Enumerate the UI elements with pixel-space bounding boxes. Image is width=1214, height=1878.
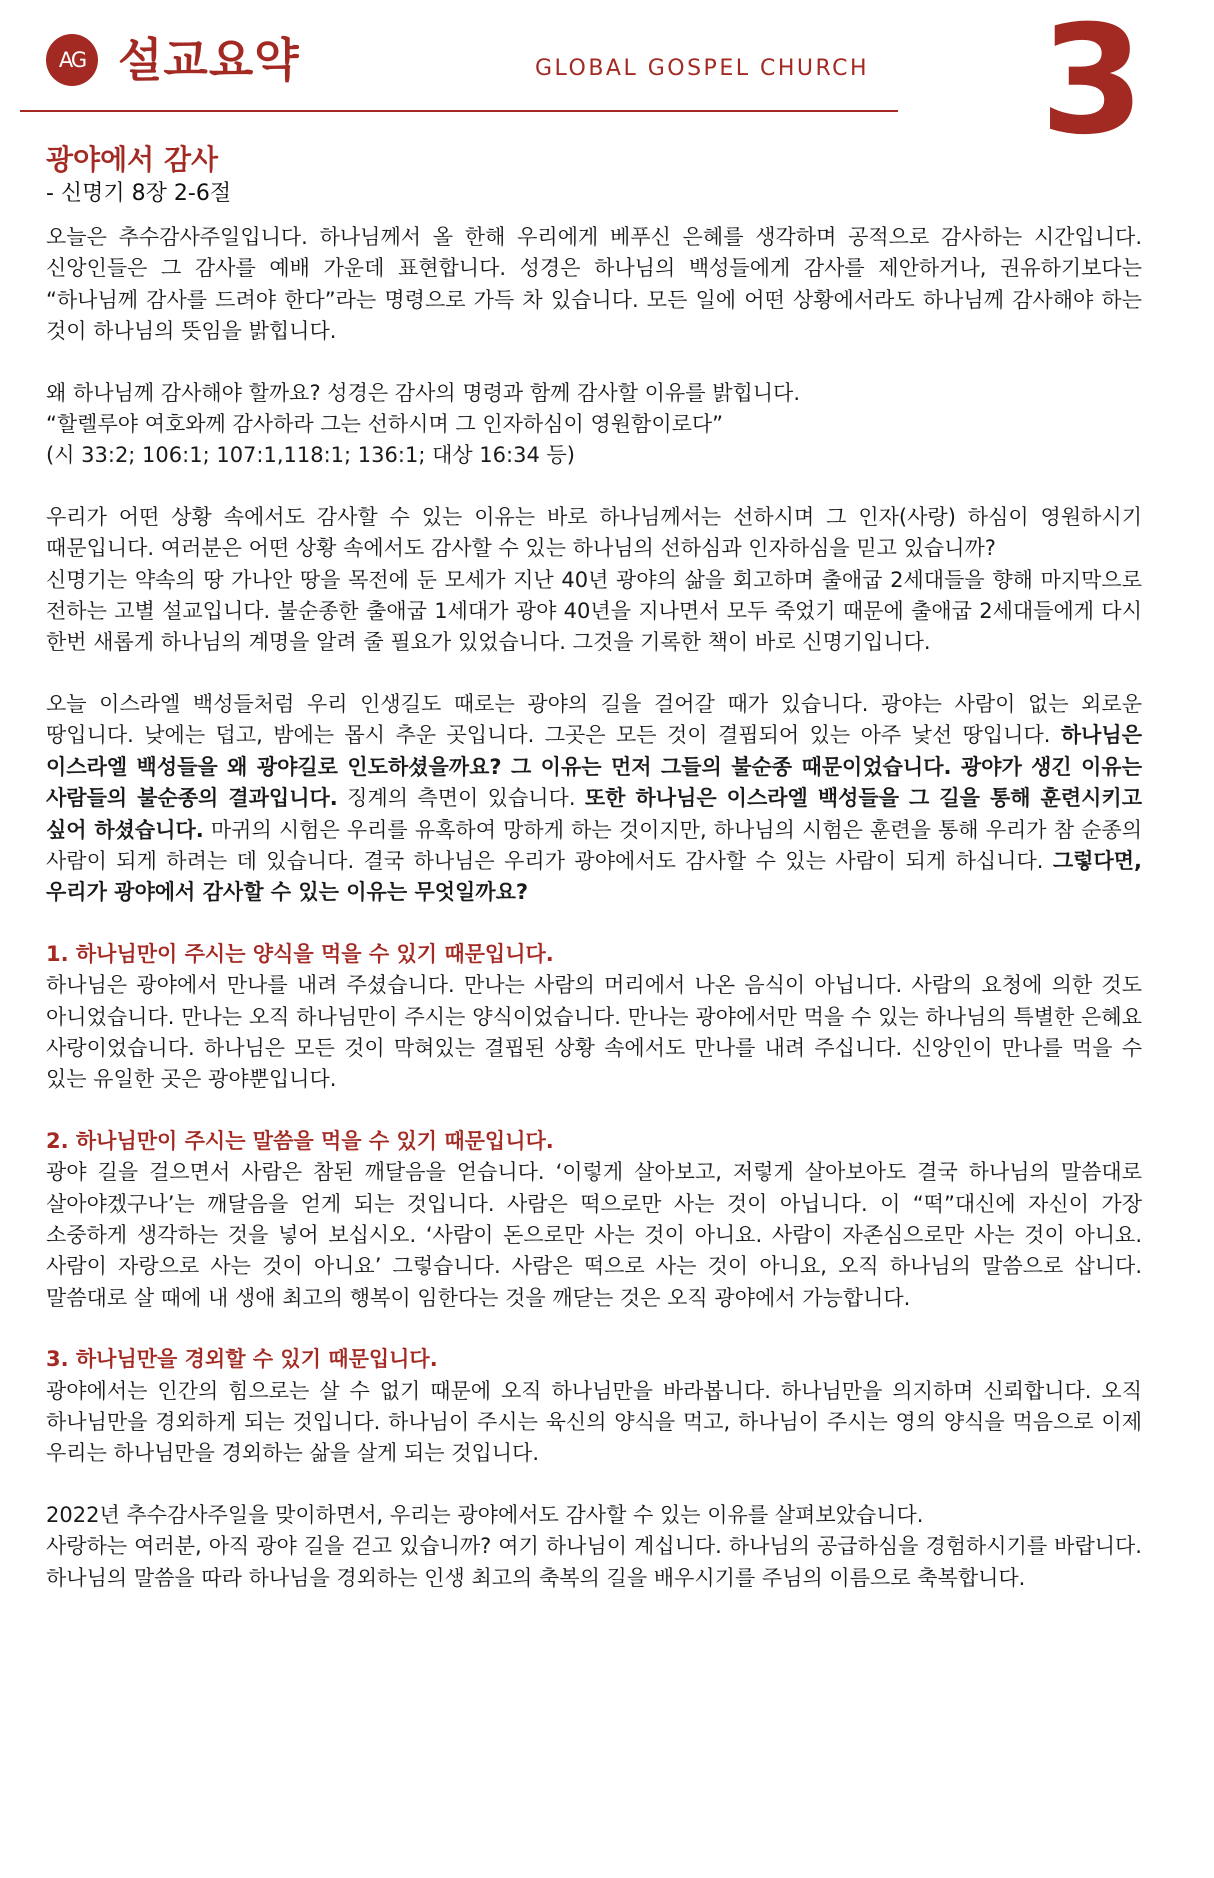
closing-line-2: 사랑하는 여러분, 아직 광야 길을 걷고 있습니까? 여기 하나님이 계십니다. 하나님의 공급하심을 경험하시기를 바랍니다. 하나님의 말씀을 따라 하나님을 경외하는 인생 최고의 축복의 길을 배우시기를 주님의 이름으로 축복합니다.: [46, 1534, 1142, 1590]
section-3-heading: 3. 하나님만을 경외할 수 있기 때문입니다.: [46, 1347, 438, 1372]
header: [0, 0, 1214, 168]
section-2-text: 광야 길을 걸으면서 사람은 참된 깨달음을 얻습니다. ‘이렇게 살아보고, 저렇게 살아보아도 결국 하나님의 말씀대로 살아야겠구나’는 깨달음을 얻게 되는 것입니다. 사람은 떡으로만 사는 것이 아닙니다. 이 “떡”대신에 자신이 가장 소중하게 생각하는 것을 넣어 보십시오. ‘사람이 돈으로만 사는 것이 아니요. 사람이 자존심으로만 사는 것이 아니요. 사람이 자랑으로 사는 것이 아니요’ 그렇습니다. 사람은 떡으로 사는 것이 아니요, 오직 하나님의 말씀으로 삽니다. 말씀대로 살 때에 내 생애 최고의 행복이 임한다는 것을 깨닫는 것은 오직 광야에서 가능합니다.: [46, 1160, 1142, 1310]
deuteronomy-text: 신명기는 약속의 땅 가나안 땅을 목전에 둔 모세가 지난 40년 광야의 삶을 회고하며 출애굽 2세대들을 향해 마지막으로 전하는 고별 설교입니다. 불순종한 출애굽 1세대가 광야 40년을 지나면서 모두 죽었기 때문에 출애굽 2세대들에게 다시 한번 새롭게 하나님의 계명을 알려 줄 필요가 있었습니다. 그것을 기록한 책이 바로 신명기입니다.: [46, 567, 1142, 655]
scripture-reference: - 신명기 8장 2-6절: [46, 181, 232, 206]
wilderness-question: 하나님은 이스라엘 백성들을 왜 광야길로 인도하셨을까요? 그 이유는 먼저 그들의 불순종 때문이었습니다. 광야가 생긴 이유는 사람들의 불순종의 결과입니다.: [46, 723, 1142, 811]
reasons-question: 그렇다면, 우리가 광야에서 감사할 수 있는 이유는 무엇일까요?: [46, 848, 1142, 905]
section-1-text: 하나님은 광야에서 만나를 내려 주셨습니다. 만나는 사람의 머리에서 나온 음식이 아닙니다. 사람의 요청에 의한 것도 아니었습니다. 만나는 오직 하나님만이 주시는 양식이었습니다. 만나는 광야에서만 먹을 수 있는 하나님의 특별한 은혜요 사랑이었습니다. 하나님은 모든 것이 막혀있는 결핍된 상황 속에서도 만나를 내려 주십니다. 신앙인이 만나를 먹을 수 있는 유일한 곳은 광야뿐입니다.: [46, 973, 1142, 1092]
paragraph-why-thanks: [46, 378, 1142, 472]
sermon-title: 광야에서 감사: [46, 143, 219, 176]
issue-number: 3: [1040, 0, 1145, 168]
why-thanks-line: 왜 하나님께 감사해야 할까요? 성경은 감사의 명령과 함께 감사할 이유를 밝힙니다.: [46, 380, 801, 405]
header-divider: [20, 110, 898, 112]
page-heading: 설교요약: [118, 33, 300, 87]
discipline-text: 징계의 측면이 있습니다.: [337, 786, 585, 811]
church-name: GLOBAL GOSPEL CHURCH: [535, 56, 870, 81]
training-text: 또한 하나님은 이스라엘 백성들을 그 길을 통해 훈련시키고 싶어 하셨습니다.: [46, 786, 1142, 842]
sermon-body: [46, 222, 1142, 1624]
closing-line-1: 2022년 추수감사주일을 맞이하면서, 우리는 광야에서도 감사할 수 있는 이유를 살펴보았습니다.: [46, 1502, 924, 1527]
scripture-citations: (시 33:2; 106:1; 107:1,118:1; 136:1; 대상 16:34 등): [46, 443, 575, 468]
section-1: [46, 939, 1142, 1096]
paragraph-deuteronomy: [46, 502, 1142, 659]
paragraph-wilderness: [46, 689, 1142, 909]
church-logo: AG: [46, 34, 98, 86]
paragraph-intro: 오늘은 추수감사주일입니다. 하나님께서 올 한해 우리에게 베푸신 은혜를 생각하며 공적으로 감사하는 시간입니다. 신앙인들은 그 감사를 예배 가운데 표현합니다. 성경은 하나님의 백성들에게 감사를 제안하거나, 권유하기보다는 “하나님께 감사를 드려야 한다”라는 명령으로 가득 차 있습니다. 모든 일에 어떤 상황에서라도 하나님께 감사해야 하는 것이 하나님의 뜻임을 밝힙니다.: [46, 225, 1142, 344]
section-3-text: 광야에서는 인간의 힘으로는 살 수 없기 때문에 오직 하나님만을 바라봅니다. 하나님만을 의지하며 신뢰합니다. 오직 하나님만을 경외하게 되는 것입니다. 하나님이 주시는 육신의 양식을 먹고, 하나님이 주시는 영의 양식을 먹음으로 이제 우리는 하나님만을 경외하는 삶을 살게 되는 것입니다.: [46, 1378, 1142, 1466]
section-2-heading: 2. 하나님만이 주시는 말씀을 먹을 수 있기 때문입니다.: [46, 1128, 554, 1153]
scripture-quote: “할렐루야 여호와께 감사하라 그는 선하시며 그 인자하심이 영원함이로다”: [46, 412, 724, 437]
paragraph-closing: [46, 1500, 1142, 1594]
section-3: [46, 1344, 1142, 1470]
section-2: [46, 1126, 1142, 1314]
section-1-heading: 1. 하나님만이 주시는 양식을 먹을 수 있기 때문입니다.: [46, 941, 554, 966]
testing-text: 마귀의 시험은 우리를 유혹하여 망하게 하는 것이지만, 하나님의 시험은 훈련을 통해 우리가 참 순종의 사람이 되게 하려는 데 있습니다. 결국 하나님은 우리가 광야에서도 감사할 수 있는 사람이 되게 하십니다.: [46, 817, 1142, 873]
goodness-text: 우리가 어떤 상황 속에서도 감사할 수 있는 이유는 바로 하나님께서는 선하시며 그 인자(사랑) 하심이 영원하시기 때문입니다. 여러분은 어떤 상황 속에서도 감사할 수 있는 하나님의 선하심과 인자하심을 믿고 있습니까?: [46, 504, 1142, 561]
wilderness-text: 오늘 이스라엘 백성들처럼 우리 인생길도 때로는 광야의 길을 걸어갈 때가 있습니다. 광야는 사람이 없는 외로운 땅입니다. 낮에는 덥고, 밤에는 몹시 추운 곳입니다. 그곳은 모든 것이 결핍되어 있는 아주 낯선 땅입니다.: [46, 691, 1142, 748]
